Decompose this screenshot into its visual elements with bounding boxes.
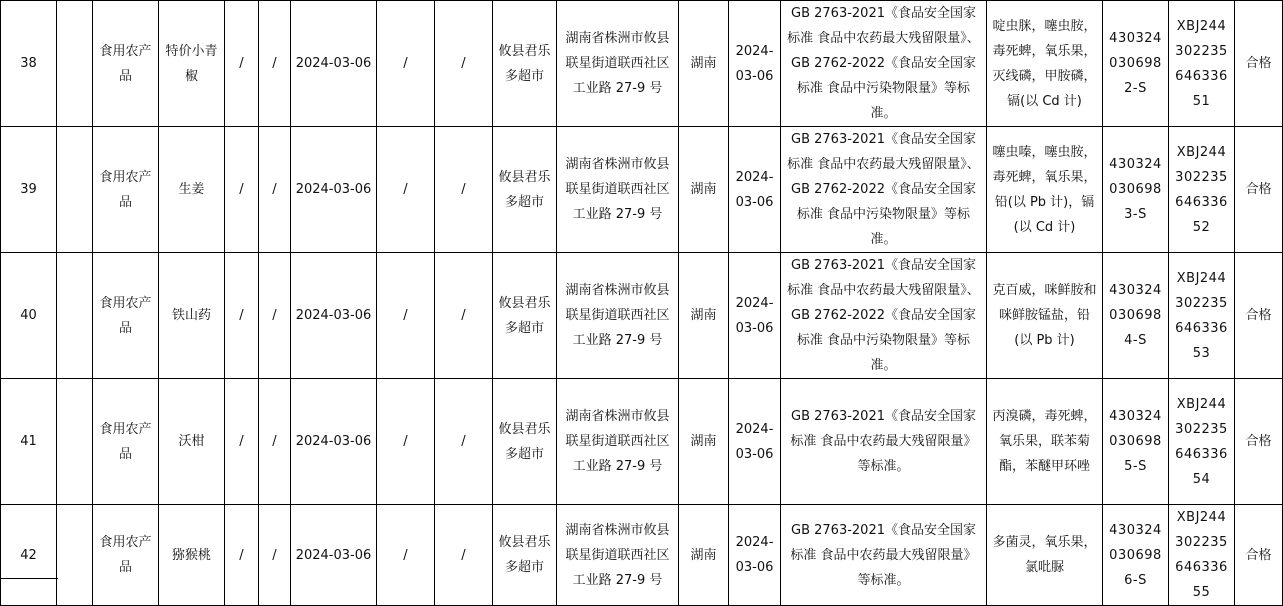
sample-code: 4303240306985-S: [1103, 379, 1169, 505]
slash-cell: /: [435, 505, 493, 606]
food-category: 食用农产品: [93, 505, 159, 606]
inspection-items: 丙溴磷，毒死蜱，氧乐果，联苯菊酯，苯醚甲环唑: [987, 379, 1103, 505]
table-bottom-rule: [0, 578, 58, 579]
sample-code: 4303240306982-S: [1103, 1, 1169, 127]
empty-cell: [57, 505, 93, 606]
province: 湖南: [679, 1, 729, 127]
row-number: 41: [1, 379, 57, 505]
sample-name: 生姜: [159, 127, 225, 253]
slash-cell: /: [225, 379, 259, 505]
inspection-standard: GB 2763-2021《食品安全国家标准 食品中农药最大残留限量》、GB 2762-2022《食品安全国家标准 食品中污染物限量》等标准。: [781, 127, 987, 253]
province: 湖南: [679, 505, 729, 606]
slash-cell: /: [225, 253, 259, 379]
production-date: 2024-03-06: [291, 505, 377, 606]
sample-code: 4303240306983-S: [1103, 127, 1169, 253]
result-qualified: 合格: [1235, 127, 1283, 253]
inspection-items: 啶虫脒，噻虫胺，毒死蜱，氧乐果，灭线磷，甲胺磷，镉(以 Cd 计): [987, 1, 1103, 127]
food-category: 食用农产品: [93, 253, 159, 379]
result-qualified: 合格: [1235, 253, 1283, 379]
slash-cell: /: [259, 127, 291, 253]
table-row: [1, 127, 1283, 253]
sampled-unit: 攸县君乐多超市: [493, 505, 557, 606]
slash-cell: /: [225, 1, 259, 127]
inspection-items: 噻虫嗪，噻虫胺，毒死蜱，氧乐果，铅(以 Pb 计)，镉(以 Cd 计): [987, 127, 1103, 253]
empty-cell: [57, 127, 93, 253]
result-qualified: 合格: [1235, 1, 1283, 127]
slash-cell: /: [377, 379, 435, 505]
sampled-unit-address: 湖南省株洲市攸县联星街道联西社区工业路 27-9 号: [557, 127, 679, 253]
slash-cell: /: [435, 127, 493, 253]
food-category: 食用农产品: [93, 379, 159, 505]
sampled-unit: 攸县君乐多超市: [493, 1, 557, 127]
slash-cell: /: [259, 379, 291, 505]
sampling-date: 2024-03-06: [729, 1, 781, 127]
empty-cell: [57, 1, 93, 127]
report-number: XBJ24430223564633653: [1169, 253, 1235, 379]
inspection-standard: GB 2763-2021《食品安全国家标准 食品中农药最大残留限量》等标准。: [781, 379, 987, 505]
slash-cell: /: [377, 127, 435, 253]
result-qualified: 合格: [1235, 505, 1283, 606]
slash-cell: /: [377, 253, 435, 379]
sampled-unit: 攸县君乐多超市: [493, 379, 557, 505]
empty-cell: [57, 379, 93, 505]
slash-cell: /: [435, 379, 493, 505]
row-number: 38: [1, 1, 57, 127]
sampled-unit-address: 湖南省株洲市攸县联星街道联西社区工业路 27-9 号: [557, 253, 679, 379]
sampling-date: 2024-03-06: [729, 505, 781, 606]
province: 湖南: [679, 379, 729, 505]
slash-cell: /: [259, 1, 291, 127]
sampling-date: 2024-03-06: [729, 253, 781, 379]
inspection-items: 克百威，咪鲜胺和咪鲜胺锰盐，铅(以 Pb 计): [987, 253, 1103, 379]
row-number: 39: [1, 127, 57, 253]
sampled-unit-address: 湖南省株洲市攸县联星街道联西社区工业路 27-9 号: [557, 379, 679, 505]
row-number: 42: [1, 505, 57, 606]
table-row: [1, 505, 1283, 606]
sample-code: 4303240306986-S: [1103, 505, 1169, 606]
inspection-items: 多菌灵，氧乐果，氯吡脲: [987, 505, 1103, 606]
slash-cell: /: [259, 253, 291, 379]
sample-name: 沃柑: [159, 379, 225, 505]
slash-cell: /: [435, 1, 493, 127]
inspection-standard: GB 2763-2021《食品安全国家标准 食品中农药最大残留限量》等标准。: [781, 505, 987, 606]
row-number: 40: [1, 253, 57, 379]
result-qualified: 合格: [1235, 379, 1283, 505]
slash-cell: /: [225, 505, 259, 606]
sampling-date: 2024-03-06: [729, 127, 781, 253]
sampled-unit: 攸县君乐多超市: [493, 253, 557, 379]
table-row: [1, 1, 1283, 127]
production-date: 2024-03-06: [291, 1, 377, 127]
sample-code: 4303240306984-S: [1103, 253, 1169, 379]
sampled-unit-address: 湖南省株洲市攸县联星街道联西社区工业路 27-9 号: [557, 1, 679, 127]
report-number: XBJ24430223564633651: [1169, 1, 1235, 127]
slash-cell: /: [377, 505, 435, 606]
table-row: [1, 379, 1283, 505]
sample-name: 特价小青椒: [159, 1, 225, 127]
empty-cell: [57, 253, 93, 379]
slash-cell: /: [377, 1, 435, 127]
sample-name: 铁山药: [159, 253, 225, 379]
report-number: XBJ24430223564633652: [1169, 127, 1235, 253]
slash-cell: /: [435, 253, 493, 379]
slash-cell: /: [225, 127, 259, 253]
slash-cell: /: [259, 505, 291, 606]
food-category: 食用农产品: [93, 127, 159, 253]
report-number: XBJ24430223564633655: [1169, 505, 1235, 606]
table-row: [1, 253, 1283, 379]
province: 湖南: [679, 127, 729, 253]
sampling-date: 2024-03-06: [729, 379, 781, 505]
production-date: 2024-03-06: [291, 379, 377, 505]
report-number: XBJ24430223564633654: [1169, 379, 1235, 505]
sampled-unit: 攸县君乐多超市: [493, 127, 557, 253]
sampled-unit-address: 湖南省株洲市攸县联星街道联西社区工业路 27-9 号: [557, 505, 679, 606]
inspection-standard: GB 2763-2021《食品安全国家标准 食品中农药最大残留限量》、GB 2762-2022《食品安全国家标准 食品中污染物限量》等标准。: [781, 1, 987, 127]
sample-name: 猕猴桃: [159, 505, 225, 606]
production-date: 2024-03-06: [291, 253, 377, 379]
inspection-standard: GB 2763-2021《食品安全国家标准 食品中农药最大残留限量》、GB 2762-2022《食品安全国家标准 食品中污染物限量》等标准。: [781, 253, 987, 379]
food-category: 食用农产品: [93, 1, 159, 127]
production-date: 2024-03-06: [291, 127, 377, 253]
province: 湖南: [679, 253, 729, 379]
